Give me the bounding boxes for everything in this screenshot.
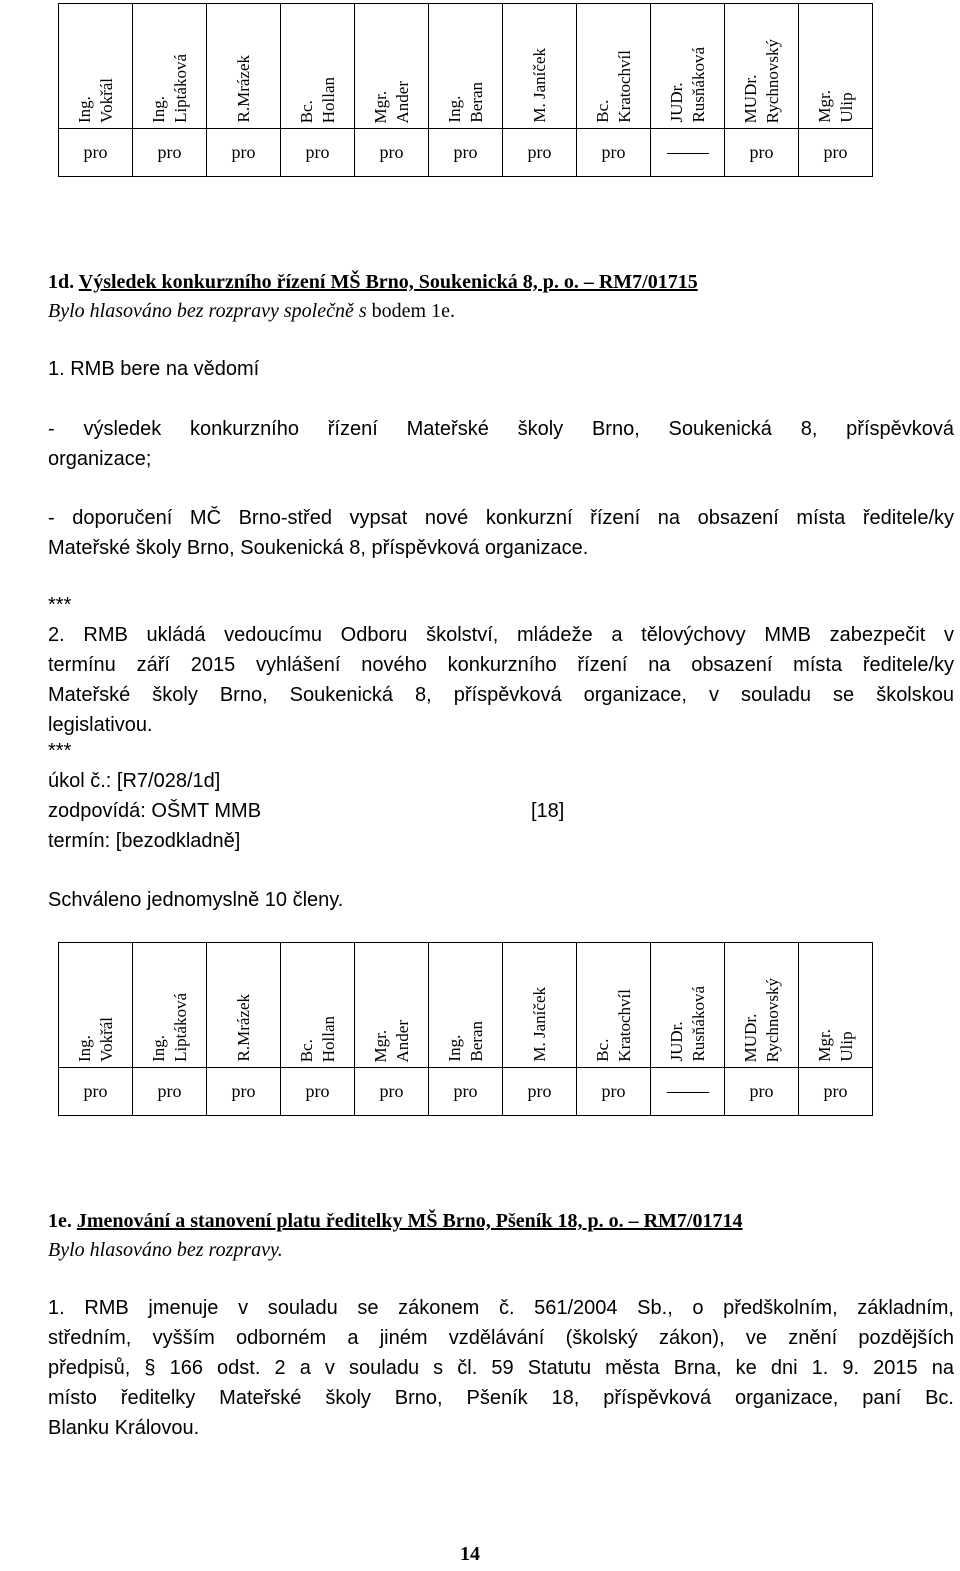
vote-cell xyxy=(577,1068,651,1116)
p4-line: Mateřské školy Brno, Soukenická 8, příspěvková organizace, v souladu se školskou xyxy=(48,684,954,706)
vote-absent-dash xyxy=(667,1092,709,1093)
voter-name xyxy=(74,70,118,123)
voter-name-cell xyxy=(725,943,799,1068)
vote-value: pro xyxy=(453,1081,478,1101)
voter-name-part: MUDr. xyxy=(740,1013,760,1062)
voter-name xyxy=(814,82,858,123)
section-1e-number: 1e. xyxy=(48,1210,72,1232)
vote-results-row xyxy=(59,129,873,177)
vote-cell xyxy=(355,129,429,177)
voter-name-cell xyxy=(577,4,651,129)
voter-name-part: Bc. xyxy=(296,99,316,123)
voter-name-part: Ing. xyxy=(74,96,94,123)
vote-value: pro xyxy=(305,1081,330,1101)
vote-value: pro xyxy=(749,142,774,162)
vote-value: pro xyxy=(601,1081,626,1101)
voter-name-part: Ing. xyxy=(444,1035,464,1062)
vote-cell xyxy=(503,129,577,177)
section-1d-p2 xyxy=(48,414,954,474)
voter-name-part: JUDr. xyxy=(666,82,686,123)
section-1d-p4 xyxy=(48,620,954,740)
section-1e-p1 xyxy=(48,1293,954,1443)
vote-cell xyxy=(207,1068,281,1116)
section-1d-p3 xyxy=(48,503,954,563)
voter-name-cell xyxy=(503,943,577,1068)
voter-name-part: Rychnovský xyxy=(762,38,782,123)
vote-value: pro xyxy=(157,142,182,162)
voter-name-cell xyxy=(133,943,207,1068)
voter-name-part: M. Janíček xyxy=(529,48,549,123)
voter-name xyxy=(74,1009,118,1062)
vote-table-2 xyxy=(58,942,873,1116)
voter-name-part: Bc. xyxy=(296,1038,316,1062)
section-1e-heading xyxy=(48,1206,743,1236)
vote-value: pro xyxy=(527,1081,552,1101)
p2-line: - výsledek konkurzního řízení Mateřské školy Brno, Soukenická 8, příspěvková xyxy=(48,418,954,440)
vote-cell xyxy=(725,1068,799,1116)
vote-value: pro xyxy=(231,142,256,162)
vote-value: pro xyxy=(157,1081,182,1101)
voter-name-part: Ulip xyxy=(836,1031,856,1062)
vote-cell xyxy=(725,129,799,177)
voter-name-part: Liptáková xyxy=(170,54,190,123)
vote-absent-dash xyxy=(667,153,709,154)
voter-name xyxy=(666,39,710,123)
voter-name-part: Liptáková xyxy=(170,993,190,1062)
voter-name-part: Rusňáková xyxy=(688,47,708,123)
p2-line: organizace; xyxy=(48,448,152,470)
voter-name xyxy=(296,1008,340,1062)
voter-name-part: Vokřál xyxy=(96,1016,116,1062)
voter-name-part: Bc. xyxy=(592,1038,612,1062)
p1-line: místo ředitelky Mateřské školy Brno, Pšeník 18, příspěvková organizace, paní Bc. xyxy=(48,1387,954,1409)
vote-value: pro xyxy=(379,142,404,162)
section-1d-number: 1d. xyxy=(48,271,75,293)
section-1d-title: Výsledek konkurzního řízení MŠ Brno, Soukenická 8, p. o. – RM7/01715 xyxy=(78,271,698,293)
voter-name-cell xyxy=(577,943,651,1068)
voter-name xyxy=(148,46,192,123)
voter-name xyxy=(444,1013,488,1062)
voter-name-part: Mgr. xyxy=(814,1029,834,1062)
voter-name-part: Beran xyxy=(466,82,486,123)
vote-cell xyxy=(281,1068,355,1116)
voter-name-cell xyxy=(281,4,355,129)
voter-name-part: R.Mrázek xyxy=(233,55,253,123)
note-italic: Bylo hlasováno bez rozpravy společně s xyxy=(48,300,367,322)
responsible: zodpovídá: OŠMT MMB xyxy=(48,800,262,822)
voter-name xyxy=(148,985,192,1062)
voter-name xyxy=(529,979,551,1062)
voter-name-part: Kratochvíl xyxy=(614,50,634,123)
page-number: 14 xyxy=(460,1543,480,1565)
section-1e-note: Bylo hlasováno bez rozpravy. xyxy=(48,1239,283,1261)
p1-line: předpisů, § 166 odst. 2 a v souladu s čl. 59 Statutu města Brna, ke dni 1. 9. 2015 na xyxy=(48,1357,954,1379)
vote-value: pro xyxy=(305,142,330,162)
vote-value: pro xyxy=(823,142,848,162)
vote-value: pro xyxy=(83,1081,108,1101)
voter-name-part: Ander xyxy=(392,80,412,123)
voter-name xyxy=(233,986,255,1062)
note-rest: bodem 1e. xyxy=(366,300,455,322)
vote-cell xyxy=(799,1068,873,1116)
section-1d-heading xyxy=(48,267,698,297)
voter-name xyxy=(740,970,784,1062)
voter-name-part: Ing. xyxy=(74,1035,94,1062)
vote-value: pro xyxy=(601,142,626,162)
vote-cell xyxy=(429,1068,503,1116)
vote-value: pro xyxy=(379,1081,404,1101)
voter-name-part: Hollan xyxy=(318,1015,338,1062)
voter-name-part: M. Janíček xyxy=(529,987,549,1062)
vote-cell xyxy=(355,1068,429,1116)
vote-value: pro xyxy=(749,1081,774,1101)
p4-line: legislativou. xyxy=(48,714,153,736)
voter-name-part: Ing. xyxy=(148,96,168,123)
voter-name-part: R.Mrázek xyxy=(233,994,253,1062)
voter-name-cell xyxy=(133,4,207,129)
voter-name-cell xyxy=(651,4,725,129)
voter-name xyxy=(592,981,636,1062)
voter-name xyxy=(740,31,784,123)
voter-name xyxy=(814,1021,858,1062)
voter-name-part: Ander xyxy=(392,1019,412,1062)
vote-cell xyxy=(429,129,503,177)
vote-cell xyxy=(651,129,725,177)
voter-name-cell xyxy=(207,943,281,1068)
vote-value: pro xyxy=(823,1081,848,1101)
p3-line: - doporučení MČ Brno-střed vypsat nové konkurzní řízení na obsazení místa ředitele/ky xyxy=(48,507,954,529)
vote-names-row xyxy=(59,4,873,129)
voter-name-cell xyxy=(355,943,429,1068)
vote-value: pro xyxy=(231,1081,256,1101)
vote-result: Schváleno jednomyslně 10 členy. xyxy=(48,889,344,911)
voter-name xyxy=(666,978,710,1062)
vote-cell xyxy=(133,1068,207,1116)
voter-name-cell xyxy=(207,4,281,129)
section-1d-p1: 1. RMB bere na vědomí xyxy=(48,358,260,380)
voter-name-part: Mgr. xyxy=(814,90,834,123)
voter-name-cell xyxy=(429,4,503,129)
vote-cell xyxy=(59,129,133,177)
vote-cell xyxy=(577,129,651,177)
p3-line: Mateřské školy Brno, Soukenická 8, příspěvková organizace. xyxy=(48,537,589,559)
p1-line: středním, vyšším odborném a jiném vzdělávání (školský zákon), ve znění pozdějších xyxy=(48,1327,954,1349)
voter-name-part: MUDr. xyxy=(740,74,760,123)
voter-name-cell xyxy=(59,943,133,1068)
voter-name-cell xyxy=(429,943,503,1068)
separator-stars: *** xyxy=(48,594,72,616)
vote-value: pro xyxy=(453,142,478,162)
voter-name-cell xyxy=(503,4,577,129)
voter-name-part: Mgr. xyxy=(370,1029,390,1062)
voter-name-cell xyxy=(799,943,873,1068)
p1-line: Blanku Královou. xyxy=(48,1417,200,1439)
voter-name xyxy=(233,47,255,123)
vote-cell xyxy=(799,129,873,177)
voter-name-cell xyxy=(725,4,799,129)
vote-value: pro xyxy=(527,142,552,162)
section-1d-note xyxy=(48,296,455,326)
voter-name-part: Rusňáková xyxy=(688,986,708,1062)
voter-name xyxy=(370,73,414,123)
deadline: termín: [bezodkladně] xyxy=(48,830,241,852)
voter-name-part: Ulip xyxy=(836,92,856,123)
voter-name-cell xyxy=(799,4,873,129)
vote-cell xyxy=(503,1068,577,1116)
separator-stars: *** xyxy=(48,740,72,762)
vote-results-row xyxy=(59,1068,873,1116)
voter-name-cell xyxy=(651,943,725,1068)
vote-cell xyxy=(59,1068,133,1116)
voter-name-part: Ing. xyxy=(444,96,464,123)
p1-line: 1. RMB jmenuje v souladu se zákonem č. 561/2004 Sb., o předškolním, základním, xyxy=(48,1297,954,1319)
voter-name xyxy=(529,40,551,123)
task-number: úkol č.: [R7/028/1d] xyxy=(48,770,221,792)
voter-name xyxy=(296,69,340,123)
vote-cell xyxy=(281,129,355,177)
voter-name-part: Ing. xyxy=(148,1035,168,1062)
voter-name-part: Beran xyxy=(466,1021,486,1062)
vote-cell xyxy=(651,1068,725,1116)
p4-line: 2. RMB ukládá vedoucímu Odboru školství, mládeže a tělovýchovy MMB zabezpečit v xyxy=(48,624,954,646)
vote-names-row xyxy=(59,943,873,1068)
voter-name xyxy=(592,42,636,123)
voter-name-cell xyxy=(355,4,429,129)
voter-name-cell xyxy=(59,4,133,129)
voter-name xyxy=(444,74,488,123)
section-1e-title: Jmenování a stanovení platu ředitelky MŠ Brno, Pšeník 18, p. o. – RM7/01714 xyxy=(76,1210,743,1232)
vote-cell xyxy=(207,129,281,177)
p4-line: termínu září 2015 vyhlášení nového konkurzního řízení na obsazení místa ředitele/ky xyxy=(48,654,954,676)
voter-name-part: Bc. xyxy=(592,99,612,123)
voter-name-part: Rychnovský xyxy=(762,977,782,1062)
voter-name-part: Hollan xyxy=(318,76,338,123)
voter-name-part: Vokřál xyxy=(96,77,116,123)
voter-name-part: JUDr. xyxy=(666,1021,686,1062)
voter-name-part: Kratochvíl xyxy=(614,989,634,1062)
vote-table-1 xyxy=(58,3,873,177)
voter-name-part: Mgr. xyxy=(370,90,390,123)
vote-value: pro xyxy=(83,142,108,162)
voter-name xyxy=(370,1012,414,1062)
responsible-code: [18] xyxy=(531,800,565,822)
vote-cell xyxy=(133,129,207,177)
voter-name-cell xyxy=(281,943,355,1068)
